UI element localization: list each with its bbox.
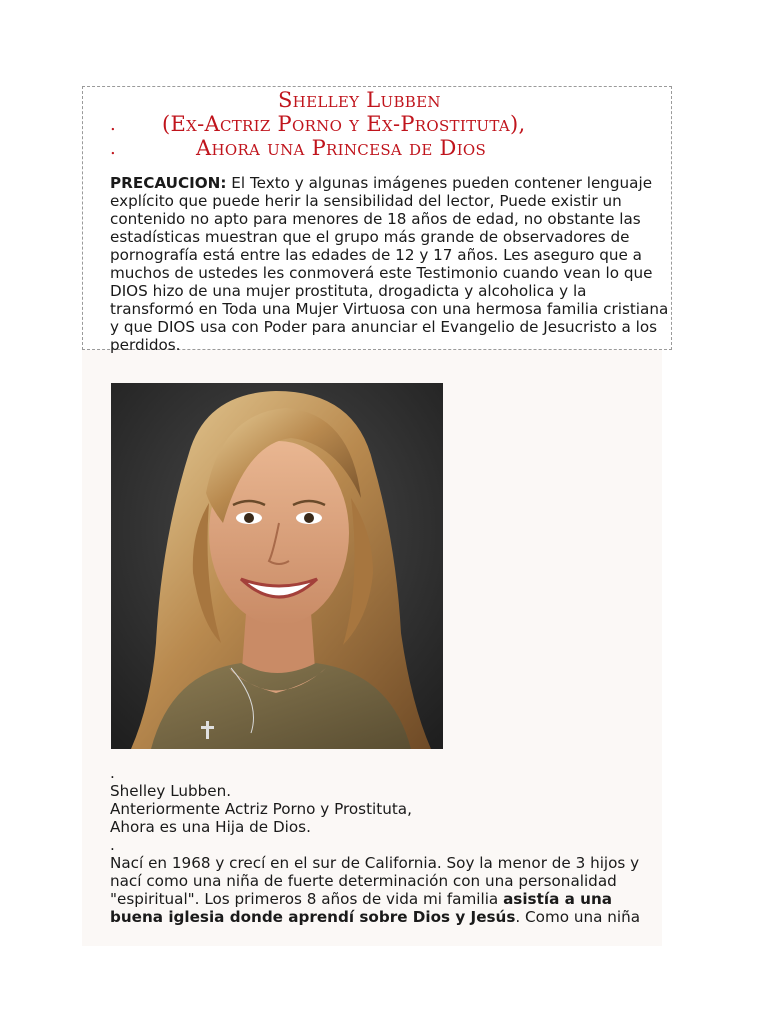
portrait-photo [111, 383, 443, 749]
warning-paragraph [110, 174, 670, 354]
story-line-3-start: "espiritual". Los primeros 8 años de vida mi familia [110, 890, 504, 908]
title-subtitle: (Ex-Actriz Porno y Ex-Prostituta), [162, 112, 526, 136]
story-line-3 [110, 890, 670, 908]
story-line-4-end: . Como una niña [515, 908, 641, 926]
title-dot-1: . [110, 114, 116, 135]
warning-text: El Texto y algunas imágenes pueden contener lenguaje explícito que puede herir la sensibilidad del lector, Puede existir un contenido no apto para menores de 18 años de edad, no obstante las estadísticas muestran que el grupo más grande de observadores de pornografía está entre las edades de 12 y 17 años. Les aseguro que a muchos de ustedes les conmoverá este Testimonio cuando vean lo que DIOS hizo de una mujer prostituta, drogadicta y alcoholica y la transformó en Toda una Mujer Virtuosa con una hermosa familia cristiana y que DIOS usa con Poder para anunciar el Evangelio de Jesucristo a los perdidos. [110, 174, 669, 354]
caption-name: Shelley Lubben. [110, 782, 232, 800]
title-tagline: Ahora una Princesa de Dios [196, 136, 487, 160]
title-dot-2: . [110, 138, 116, 159]
caption-former: Anteriormente Actriz Porno y Prostituta, [110, 800, 412, 818]
warning-label: PRECAUCION: [110, 174, 227, 192]
caption-now: Ahora es una Hija de Dios. [110, 818, 311, 836]
story-line-3-bold: asistía a una [503, 890, 613, 908]
portrait-image [111, 383, 443, 749]
story-text [110, 764, 670, 926]
story-line-4-bold: buena iglesia donde aprendí sobre Dios y Jesús [110, 908, 516, 926]
story-line-2: nací como una niña de fuerte determinación con una personalidad [110, 872, 617, 890]
story-line-1: Nací en 1968 y crecí en el sur de California. Soy la menor de 3 hijos y [110, 854, 640, 872]
story-line-4 [110, 908, 670, 926]
title-name: Shelley Lubben [278, 88, 441, 112]
caption-dot-1: . [110, 764, 115, 782]
caption-dot-2: . [110, 836, 115, 854]
